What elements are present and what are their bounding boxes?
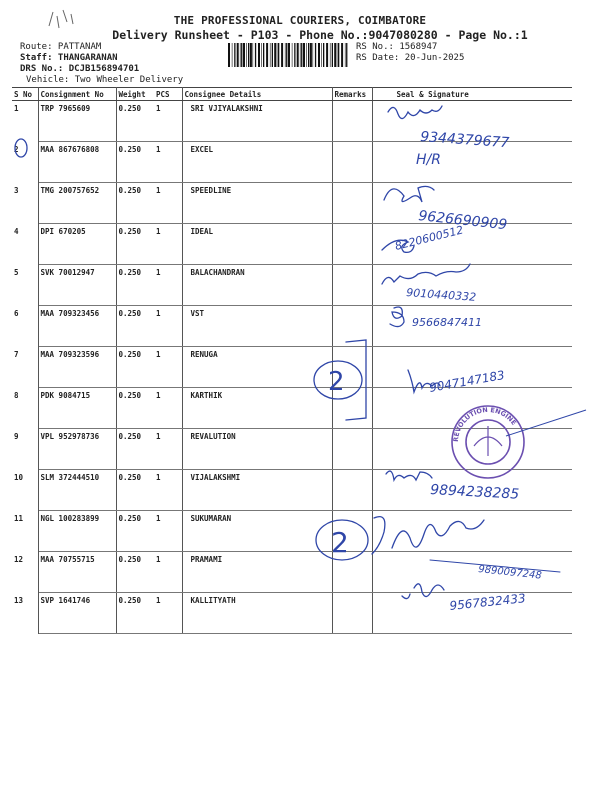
barcode-bar <box>243 43 245 67</box>
row-consignment: MAA 709323456 <box>38 306 116 347</box>
runsheet-table <box>12 87 572 634</box>
barcode-bar <box>321 43 322 67</box>
row-weight: 0.250 <box>116 183 154 224</box>
row-remarks <box>332 593 372 634</box>
row-seal <box>372 511 572 552</box>
barcode-bar <box>258 43 260 67</box>
row-weight: 0.250 <box>116 265 154 306</box>
row-pcs: 1 <box>154 101 182 142</box>
barcode-bar <box>308 43 309 67</box>
row-remarks <box>332 429 372 470</box>
row-remarks <box>332 388 372 429</box>
barcode-bar <box>277 43 278 67</box>
barcode-bar <box>232 43 233 67</box>
vehicle-label: Vehicle: Two Wheeler Delivery <box>26 75 184 85</box>
barcode-bar <box>240 43 241 67</box>
col-remarks: Remarks <box>332 88 372 101</box>
handwritten-phone: 9890097248 <box>477 564 543 582</box>
row-consignee: RENUGA <box>182 347 332 388</box>
table-row <box>12 470 572 511</box>
barcode-bar <box>318 43 320 67</box>
handwritten-mark: H/R <box>416 152 441 168</box>
row-seal <box>372 388 572 429</box>
row-sno: 8 <box>12 388 38 429</box>
barcode-bar <box>241 43 242 67</box>
row-seal <box>372 429 572 470</box>
row-sno: 12 <box>12 552 38 593</box>
row-consignee: SPEEDLINE <box>182 183 332 224</box>
table-row <box>12 511 572 552</box>
row-pcs: 1 <box>154 224 182 265</box>
row-consignment: VPL 952978736 <box>38 429 116 470</box>
barcode-bar <box>255 43 256 67</box>
barcode-bar <box>246 43 247 67</box>
row-sno: 5 <box>12 265 38 306</box>
row-weight: 0.250 <box>116 306 154 347</box>
barcode-bar <box>250 43 252 67</box>
row-sno: 1 <box>12 101 38 142</box>
row-pcs: 1 <box>154 552 182 593</box>
barcode-bar <box>270 43 271 67</box>
barcode-bar <box>310 43 312 67</box>
table-row <box>12 224 572 265</box>
row-consignment: SVP 1641746 <box>38 593 116 634</box>
barcode-bar <box>272 43 273 67</box>
table-row <box>12 429 572 470</box>
row-sno: 6 <box>12 306 38 347</box>
runsheet-subtitle: Delivery Runsheet - P103 - Phone No.:9047080280 - Page No.:1 <box>112 28 528 42</box>
barcode-bar <box>332 43 333 67</box>
barcode-bar <box>237 43 239 67</box>
row-consignee: REVALUTION <box>182 429 332 470</box>
table-row <box>12 347 572 388</box>
row-consignee: PRAMAMI <box>182 552 332 593</box>
rs-date: RS Date: 20-Jun-2025 <box>356 53 465 63</box>
row-pcs: 1 <box>154 142 182 183</box>
row-sno: 10 <box>12 470 38 511</box>
row-weight: 0.250 <box>116 593 154 634</box>
row-pcs: 1 <box>154 593 182 634</box>
barcode-bar <box>274 43 276 67</box>
barcode-bar <box>326 43 328 67</box>
row-remarks <box>332 552 372 593</box>
handwritten-phone: 9567832433 <box>448 591 527 613</box>
barcode-bar <box>323 43 324 67</box>
row-consignment: SLM 372444510 <box>38 470 116 511</box>
table-row <box>12 388 572 429</box>
row-remarks <box>332 183 372 224</box>
table-header-row <box>12 88 572 101</box>
row-remarks <box>332 306 372 347</box>
row-sno: 9 <box>12 429 38 470</box>
row-weight: 0.250 <box>116 429 154 470</box>
barcode-bar <box>341 43 343 67</box>
barcode-bar <box>330 43 331 67</box>
row-pcs: 1 <box>154 511 182 552</box>
row-sno: 11 <box>12 511 38 552</box>
row-remarks <box>332 224 372 265</box>
row-seal <box>372 183 572 224</box>
barcode-bar <box>345 43 346 67</box>
barcode-bar <box>338 43 339 67</box>
row-weight: 0.250 <box>116 511 154 552</box>
handwritten-phone: 9047147183 <box>428 367 506 395</box>
row-consignment: PDK 9084715 <box>38 388 116 429</box>
col-consignee: Consignee Details <box>182 88 332 101</box>
handwritten-phone: 8220600512 <box>393 223 465 253</box>
barcode-bar <box>315 43 316 67</box>
barcode-bar <box>306 43 307 67</box>
row-seal <box>372 470 572 511</box>
barcode-bar <box>278 43 279 67</box>
barcode-bar <box>248 43 249 67</box>
row-weight: 0.250 <box>116 388 154 429</box>
table-row <box>12 265 572 306</box>
row-consignee: SUKUMARAN <box>182 511 332 552</box>
row-consignment: SVK 70012947 <box>38 265 116 306</box>
row-weight: 0.250 <box>116 470 154 511</box>
row-weight: 0.250 <box>116 142 154 183</box>
row-weight: 0.250 <box>116 552 154 593</box>
col-consignment: Consignment No <box>38 88 116 101</box>
barcode-bar <box>228 43 230 67</box>
row-pcs: 1 <box>154 388 182 429</box>
circled-number: 2 <box>331 526 349 559</box>
barcode-bar <box>297 43 299 67</box>
row-remarks <box>332 511 372 552</box>
handwritten-phone: 9010440332 <box>405 286 477 304</box>
row-seal <box>372 224 572 265</box>
table-row <box>12 142 572 183</box>
barcode-bar <box>301 43 302 67</box>
row-consignment: NGL 100283899 <box>38 511 116 552</box>
barcode-bar <box>346 43 347 67</box>
rs-number: RS No.: 1568947 <box>356 42 438 52</box>
row-remarks <box>332 347 372 388</box>
row-consignment: TMG 200757652 <box>38 183 116 224</box>
row-remarks <box>332 101 372 142</box>
row-pcs: 1 <box>154 306 182 347</box>
row-consignment: TRP 7965609 <box>38 101 116 142</box>
barcode-bar <box>263 43 264 67</box>
barcode-bar <box>261 43 262 67</box>
row-remarks <box>332 142 372 183</box>
row-seal <box>372 142 572 183</box>
row-consignment: DPI 670205 <box>38 224 116 265</box>
row-consignee: EXCEL <box>182 142 332 183</box>
row-consignment: MAA 70755715 <box>38 552 116 593</box>
barcode-bar <box>303 43 305 67</box>
col-pcs: PCS <box>154 88 182 101</box>
table-row <box>12 183 572 224</box>
row-remarks <box>332 470 372 511</box>
handwritten-phone: 9344379677 <box>419 129 510 152</box>
row-weight: 0.250 <box>116 224 154 265</box>
row-seal <box>372 306 572 347</box>
row-sno: 7 <box>12 347 38 388</box>
barcode-bar <box>294 43 295 67</box>
barcode-bar <box>337 43 338 67</box>
row-seal <box>372 265 572 306</box>
barcode-bar <box>234 43 235 67</box>
row-consignee: KALLITYATH <box>182 593 332 634</box>
row-remarks <box>332 265 372 306</box>
row-consignment: MAA 709323596 <box>38 347 116 388</box>
barcode-bar <box>281 43 283 67</box>
staff-label: Staff: THANGARANAN <box>20 53 118 63</box>
row-sno: 13 <box>12 593 38 634</box>
stamp-text: REVOLUTION ENGINE <box>451 405 518 443</box>
circled-number: 2 <box>328 367 345 397</box>
barcode-bar <box>334 43 336 67</box>
row-seal <box>372 552 572 593</box>
row-pcs: 1 <box>154 265 182 306</box>
row-seal <box>372 593 572 634</box>
row-seal <box>372 101 572 142</box>
row-consignee: VIJALAKSHMI <box>182 470 332 511</box>
row-sno: 2 <box>12 142 38 183</box>
table-row <box>12 552 572 593</box>
barcode-bar <box>266 43 268 67</box>
row-sno: 3 <box>12 183 38 224</box>
col-seal: Seal & Signature <box>372 88 572 101</box>
drs-number: DRS No.: DCJB156894701 <box>20 64 140 74</box>
company-title: THE PROFESSIONAL COURIERS, COIMBATORE <box>173 14 427 27</box>
barcode-bar <box>292 43 293 67</box>
row-consignee: IDEAL <box>182 224 332 265</box>
row-pcs: 1 <box>154 183 182 224</box>
barcode-bar <box>286 43 287 67</box>
row-consignee: SRI VJIYALAKSHNI <box>182 101 332 142</box>
row-weight: 0.250 <box>116 101 154 142</box>
barcode-bar <box>253 43 254 67</box>
row-seal <box>372 347 572 388</box>
row-consignee: KARTHIK <box>182 388 332 429</box>
table-row <box>12 306 572 347</box>
row-consignee: VST <box>182 306 332 347</box>
row-pcs: 1 <box>154 347 182 388</box>
barcode-bar <box>300 43 301 67</box>
row-consignment: MAA 867676808 <box>38 142 116 183</box>
row-weight: 0.250 <box>116 347 154 388</box>
barcode-bar <box>313 43 314 67</box>
col-weight: Weight <box>116 88 154 101</box>
route-label: Route: PATTANAM <box>20 42 102 52</box>
barcode-bar <box>285 43 286 67</box>
row-pcs: 1 <box>154 429 182 470</box>
handwritten-phone: 9894238285 <box>429 482 520 503</box>
table-row <box>12 593 572 634</box>
row-pcs: 1 <box>154 470 182 511</box>
col-sno: S No <box>12 88 38 101</box>
handwritten-phone: 9626690909 <box>417 208 508 234</box>
row-consignee: BALACHANDRAN <box>182 265 332 306</box>
handwritten-phone: 9566847411 <box>412 316 482 329</box>
row-sno: 4 <box>12 224 38 265</box>
barcode <box>228 43 348 67</box>
table-row <box>12 101 572 142</box>
barcode-bar <box>288 43 290 67</box>
